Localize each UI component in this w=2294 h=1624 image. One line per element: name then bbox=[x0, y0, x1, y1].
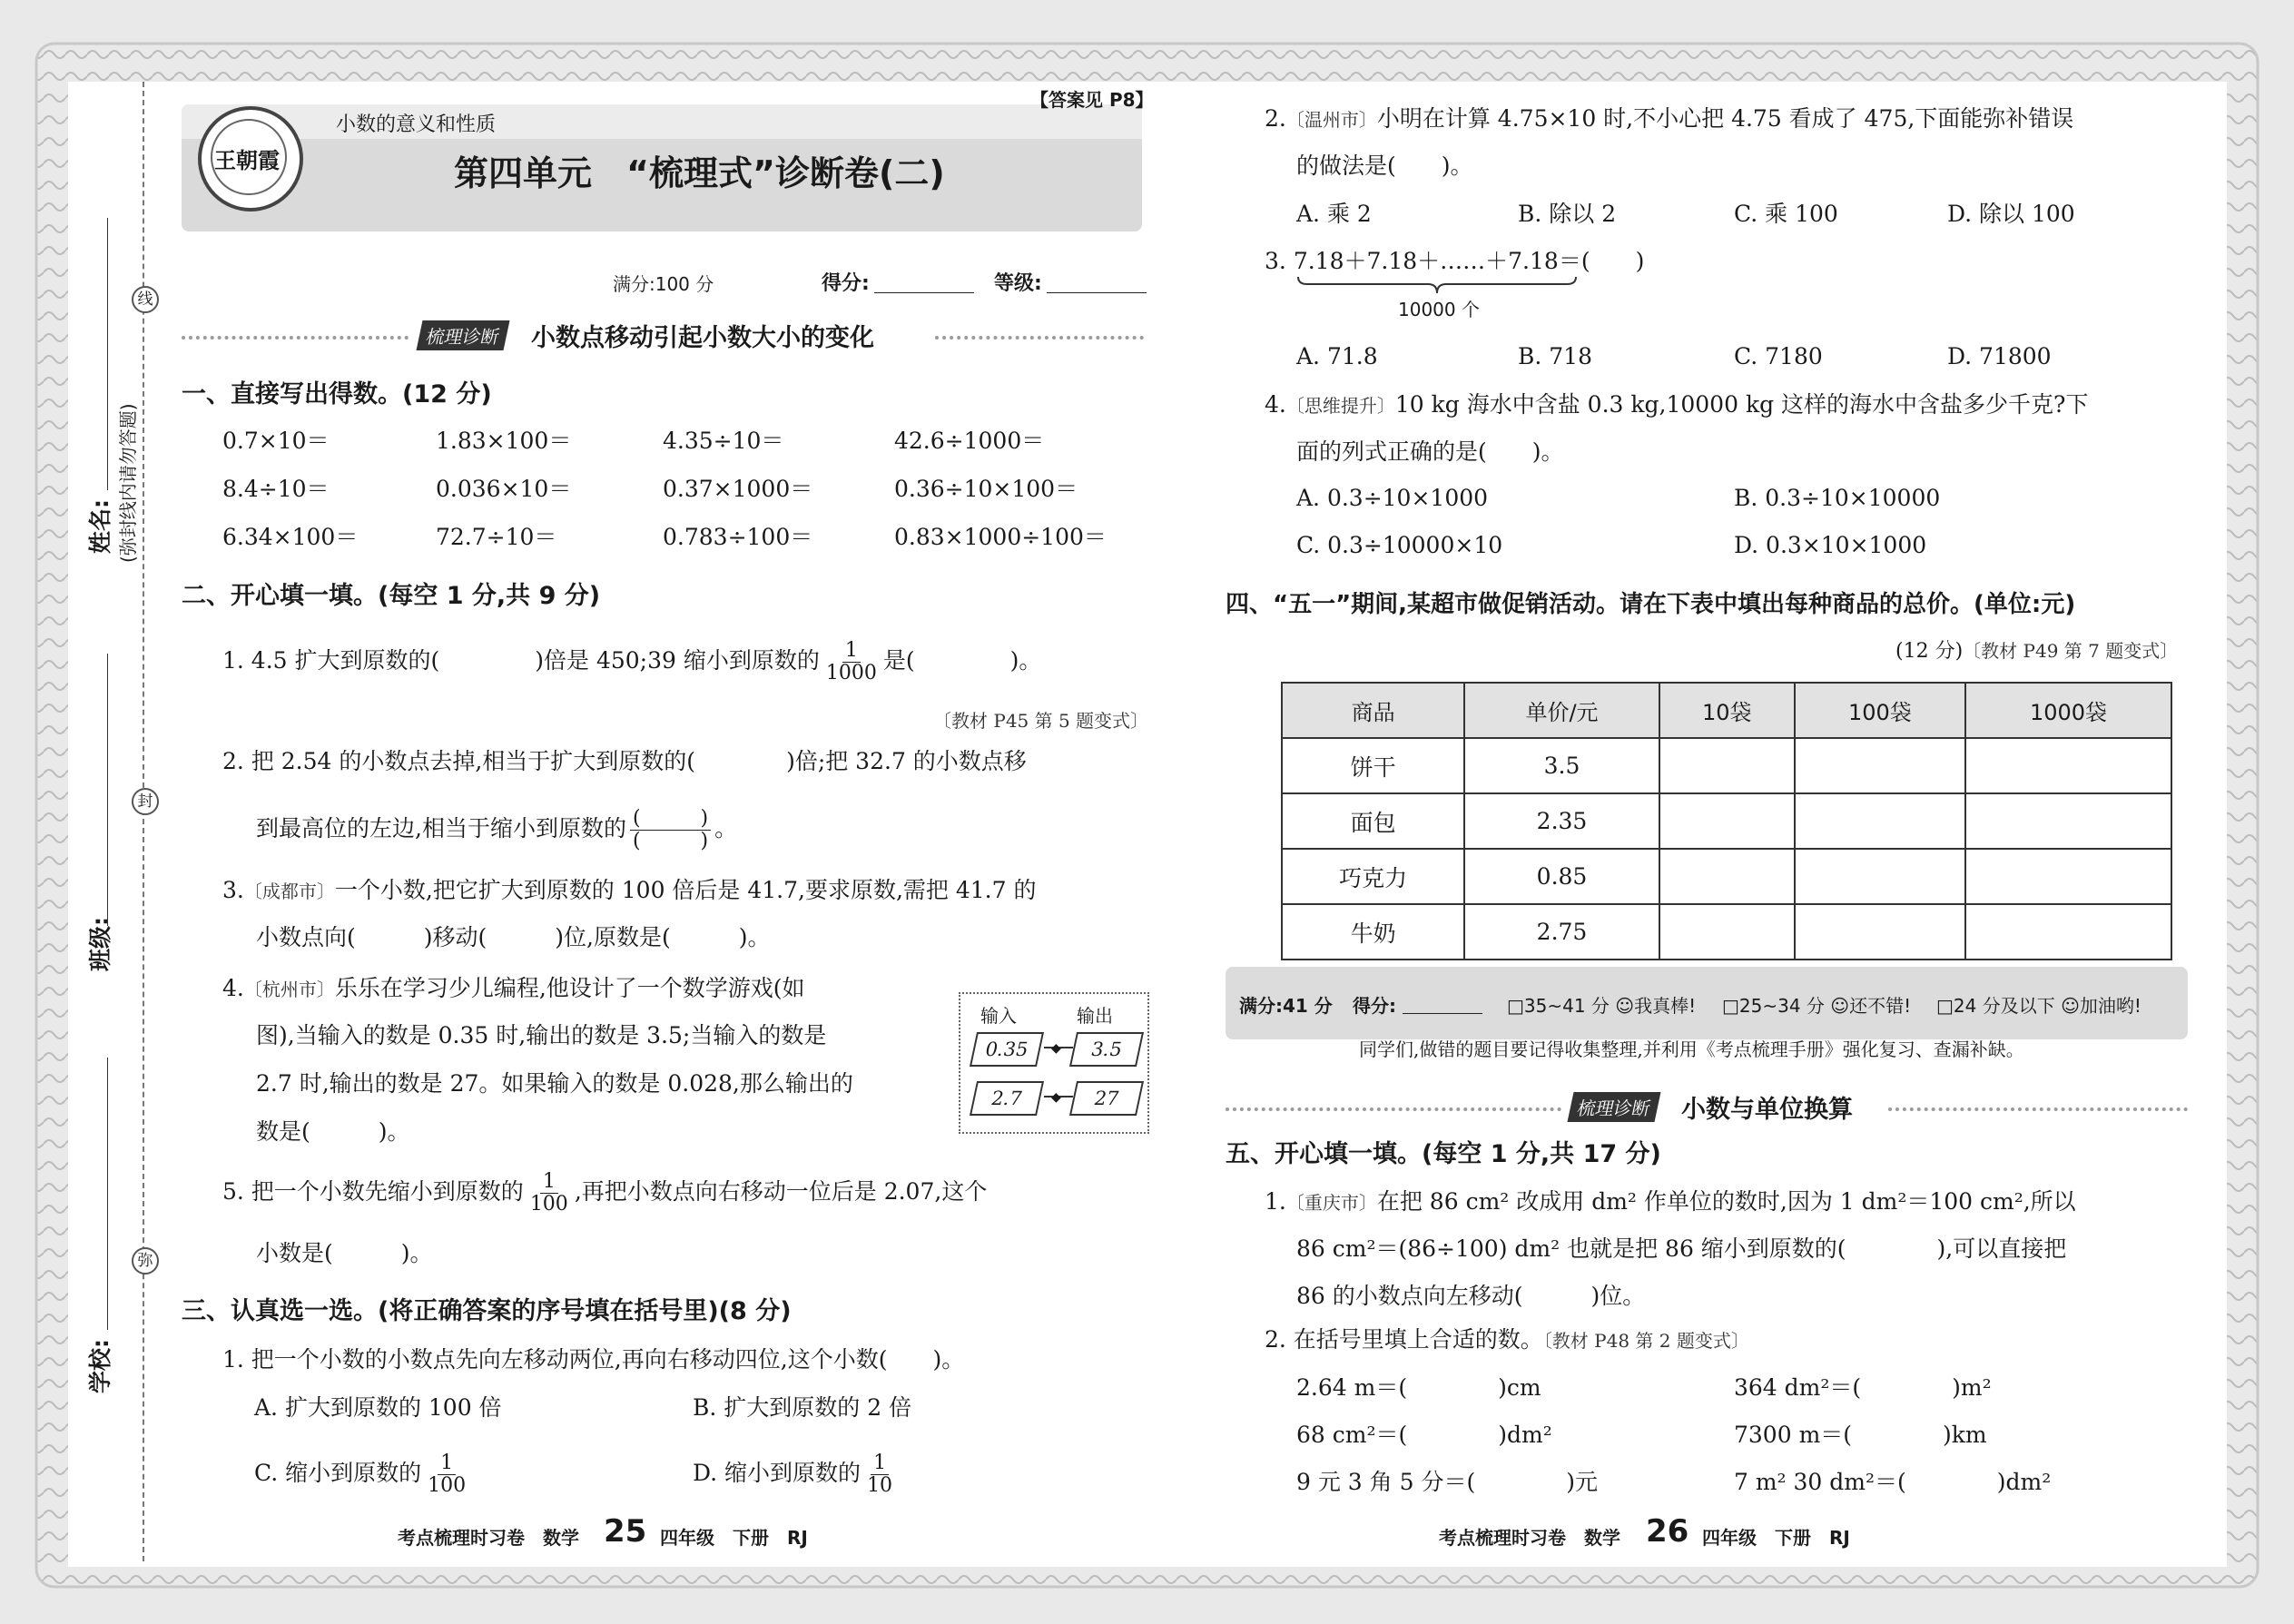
io-output-1: 3.5 bbox=[1069, 1032, 1144, 1067]
divider-right bbox=[935, 336, 1144, 340]
io-diagram bbox=[959, 992, 1149, 1134]
q5-2-item[interactable]: 9 元 3 角 5 分＝( )元 bbox=[1296, 1469, 1598, 1495]
table-row bbox=[1282, 904, 2171, 960]
score-label: 得分: bbox=[822, 272, 870, 295]
q4-source-tag: 〔教材 P49 第 7 题变式〕 bbox=[1963, 640, 2179, 662]
fraction: $\frac{1}{100}$ bbox=[529, 1170, 568, 1216]
cell-item: 面包 bbox=[1282, 793, 1464, 849]
class-label: 班级: bbox=[87, 917, 113, 971]
side-char-3: 弥 bbox=[132, 1247, 159, 1275]
full-score: 满分:100 分 bbox=[613, 273, 714, 295]
smiley-icon: ☺ bbox=[1830, 995, 1850, 1017]
q3-1-option-d[interactable]: D. 缩小到原数的 $\frac{1}{10}$ bbox=[693, 1452, 893, 1497]
score-field[interactable] bbox=[874, 292, 974, 293]
school-field[interactable] bbox=[107, 1058, 108, 1330]
q5-1-line1: 1.〔重庆市〕在把 86 cm² 改成用 dm² 作单位的数时,因为 1 dm²＝100 cm²,所以 bbox=[1265, 1188, 2076, 1215]
cell-answer[interactable] bbox=[1795, 738, 1965, 793]
cell-item: 饼干 bbox=[1282, 738, 1464, 793]
q3-2-line2: 的做法是( )。 bbox=[1296, 153, 1473, 179]
q3-1: 1. 把一个小数的小数点先向左移动两位,再向右移动四位,这个小数( )。 bbox=[222, 1346, 965, 1373]
cell-answer[interactable] bbox=[1795, 849, 1965, 904]
io-output-2: 27 bbox=[1069, 1081, 1144, 1116]
q1-item: 0.36÷10×100＝ bbox=[894, 476, 1078, 502]
q3-2-option-b[interactable]: B. 除以 2 bbox=[1518, 201, 1617, 227]
cell-price: 0.85 bbox=[1464, 849, 1659, 904]
q2-4-line2: 图),当输入的数是 0.35 时,输出的数是 3.5;当输入的数是 bbox=[256, 1022, 827, 1048]
q4-score: (12 分)〔教材 P49 第 7 题变式〕 bbox=[1895, 640, 2179, 663]
q3-4-tag: 〔思维提升〕 bbox=[1285, 395, 1395, 417]
q3-1-option-b[interactable]: B. 扩大到原数的 2 倍 bbox=[693, 1394, 912, 1421]
q3-3-brace-label: 10000 个 bbox=[1398, 299, 1480, 320]
col-header: 10袋 bbox=[1659, 683, 1795, 738]
diamond-icon: ◆ bbox=[1051, 1090, 1061, 1105]
q2-4-line4: 数是( )。 bbox=[256, 1118, 410, 1145]
table-row bbox=[1282, 849, 2171, 904]
cell-answer[interactable] bbox=[1965, 904, 2171, 960]
cell-price: 2.35 bbox=[1464, 793, 1659, 849]
side-char-1: 线 bbox=[132, 286, 159, 313]
page-number-25: 25 bbox=[604, 1513, 647, 1550]
col-header: 1000袋 bbox=[1965, 683, 2171, 738]
divider-left-2 bbox=[1226, 1107, 1561, 1111]
side-char-2: 封 bbox=[132, 788, 159, 815]
scorebar-range-1[interactable]: □35~41 分 ☺我真棒! bbox=[1507, 995, 1697, 1017]
section-1-title: 小数点移动引起小数大小的变化 bbox=[531, 324, 874, 352]
diagnosis-badge-1: 梳理诊断 bbox=[419, 320, 507, 350]
q3-1-option-c[interactable]: C. 缩小到原数的 $\frac{1}{100}$ bbox=[254, 1452, 467, 1497]
q1-item: 8.4÷10＝ bbox=[222, 476, 330, 502]
page-number-26: 26 bbox=[1646, 1513, 1689, 1550]
q3-2-region-tag: 〔温州市〕 bbox=[1285, 109, 1377, 131]
name-field[interactable] bbox=[107, 218, 108, 490]
q3-3-option-b[interactable]: B. 718 bbox=[1518, 343, 1592, 369]
q3-4-option-c[interactable]: C. 0.3÷10000×10 bbox=[1296, 532, 1503, 558]
divider-right-2 bbox=[1888, 1107, 2188, 1111]
q5-1-line2: 86 cm²＝(86÷100) dm² 也就是把 86 缩小到原数的( ),可以直接把 bbox=[1296, 1235, 2067, 1262]
footer-right-grade: 四年级 下册 RJ bbox=[1702, 1527, 1850, 1549]
q1-item: 0.036×10＝ bbox=[436, 476, 572, 502]
header-top-strip bbox=[182, 104, 1142, 139]
q2-4-line1: 4.〔杭州市〕乐乐在学习少儿编程,他设计了一个数学游戏(如 bbox=[222, 975, 805, 1001]
fraction: $\frac{1}{1000}$ bbox=[825, 639, 877, 684]
answer-reference: 【答案见 P8】 bbox=[1030, 89, 1154, 111]
grade-label: 等级: bbox=[994, 272, 1042, 295]
q2-3-line2: 小数点向( )移动( )位,原数是( )。 bbox=[256, 924, 771, 950]
publisher-logo bbox=[198, 106, 303, 212]
diagnosis-badge-2: 梳理诊断 bbox=[1570, 1092, 1658, 1122]
q5-2-item[interactable]: 7300 m＝( )km bbox=[1734, 1422, 1987, 1448]
cell-answer[interactable] bbox=[1659, 738, 1795, 793]
q2-5-line1: 5. 把一个小数先缩小到原数的 $\frac{1}{100}$ ,再把小数点向右移动一位后是 2.07,这个 bbox=[222, 1170, 988, 1216]
review-tip: 同学们,做错的题目要记得收集整理,并利用《考点梳理手册》强化复习、查漏补缺。 bbox=[1359, 1038, 2024, 1060]
smiley-icon: ☺ bbox=[1615, 995, 1635, 1017]
q1-heading: 一、直接写出得数。(12 分) bbox=[182, 380, 492, 408]
q5-2-item[interactable]: 364 dm²＝( )m² bbox=[1734, 1374, 1992, 1401]
q2-1-source-tag: 〔教材 P45 第 5 题变式〕 bbox=[933, 710, 1149, 732]
q1-item: 72.7÷10＝ bbox=[436, 524, 557, 550]
table-row bbox=[1282, 738, 2171, 793]
q5-2-heading: 2. 在括号里填上合适的数。〔教材 P48 第 2 题变式〕 bbox=[1265, 1326, 1749, 1353]
col-header: 商品 bbox=[1282, 683, 1464, 738]
q3-3-option-d[interactable]: D. 71800 bbox=[1947, 343, 2052, 369]
footer-left-text: 考点梳理时习卷 数学 bbox=[398, 1527, 579, 1549]
q3-3-option-a[interactable]: A. 71.8 bbox=[1296, 343, 1378, 369]
q3-4-option-d[interactable]: D. 0.3×10×1000 bbox=[1734, 532, 1927, 558]
price-table bbox=[1281, 682, 2172, 960]
q3-4-option-b[interactable]: B. 0.3÷10×10000 bbox=[1734, 485, 1941, 511]
grade-field[interactable] bbox=[1047, 292, 1147, 293]
cell-item: 巧克力 bbox=[1282, 849, 1464, 904]
q1-item: 0.783÷100＝ bbox=[663, 524, 813, 550]
q1-item: 42.6÷1000＝ bbox=[894, 428, 1045, 454]
cell-answer[interactable] bbox=[1965, 738, 2171, 793]
fraction-blank[interactable]: $\frac{( )}{( )}$ bbox=[630, 808, 711, 852]
q3-2-option-c[interactable]: C. 乘 100 bbox=[1734, 201, 1838, 227]
q3-2-line1: 2.〔温州市〕小明在计算 4.75×10 时,不小心把 4.75 看成了 475,下面能弥补错误 bbox=[1265, 105, 2074, 132]
q2-1: 1. 4.5 扩大到原数的( )倍是 450;39 缩小到原数的 $\frac{1}{1000}$ 是( )。 bbox=[222, 639, 1042, 684]
q5-1-line3: 86 的小数点向左移动( )位。 bbox=[1296, 1283, 1646, 1309]
logo-text: 王朝霞 bbox=[214, 147, 280, 173]
q1-item: 0.83×1000÷100＝ bbox=[894, 524, 1107, 550]
scorebar-full: 满分:41 分 bbox=[1239, 995, 1333, 1017]
scorebar-got: 得分: bbox=[1353, 995, 1396, 1017]
cell-answer[interactable] bbox=[1795, 904, 1965, 960]
q5-2-source-tag: 〔教材 P48 第 2 题变式〕 bbox=[1542, 1330, 1749, 1352]
q2-heading: 二、开心填一填。(每空 1 分,共 9 分) bbox=[182, 582, 601, 610]
cell-answer[interactable] bbox=[1795, 793, 1965, 849]
q3-4-option-a[interactable]: A. 0.3÷10×1000 bbox=[1296, 485, 1489, 511]
cell-price: 2.75 bbox=[1464, 904, 1659, 960]
cell-item: 牛奶 bbox=[1282, 904, 1464, 960]
q3-2-option-a[interactable]: A. 乘 2 bbox=[1296, 201, 1372, 227]
cell-answer[interactable] bbox=[1659, 849, 1795, 904]
scorebar-range-2[interactable]: □25~34 分 ☺还不错! bbox=[1722, 995, 1912, 1017]
unit-subtitle: 小数的意义和性质 bbox=[336, 113, 497, 136]
q2-2-line1: 2. 把 2.54 的小数点去掉,相当于扩大到原数的( )倍;把 32.7 的小数点移 bbox=[222, 748, 1027, 774]
io-output-label: 输出 bbox=[1077, 1005, 1113, 1027]
cell-price: 3.5 bbox=[1464, 738, 1659, 793]
q2-3-region-tag: 〔成都市〕 bbox=[243, 881, 335, 902]
q5-2-item[interactable]: 7 m² 30 dm²＝( )dm² bbox=[1734, 1469, 2052, 1495]
q3-3-sum: 7.18＋7.18＋……＋7.18 bbox=[1293, 248, 1559, 274]
q1-item: 4.35÷10＝ bbox=[663, 428, 784, 454]
q5-heading: 五、开心填一填。(每空 1 分,共 17 分) bbox=[1226, 1140, 1661, 1168]
footer-left-grade: 四年级 下册 RJ bbox=[660, 1527, 808, 1549]
q3-heading: 三、认真选一选。(将正确答案的序号填在括号里)(8 分) bbox=[182, 1297, 792, 1325]
io-input-2: 2.7 bbox=[970, 1081, 1044, 1116]
q2-4-region-tag: 〔杭州市〕 bbox=[243, 979, 335, 1000]
name-label: 姓名: bbox=[87, 499, 113, 554]
class-field[interactable] bbox=[107, 654, 108, 926]
q3-3-option-c[interactable]: C. 7180 bbox=[1734, 343, 1823, 369]
q1-item: 6.34×100＝ bbox=[222, 524, 359, 550]
cell-answer[interactable] bbox=[1965, 793, 2171, 849]
page-title: 第四单元 “梳理式”诊断卷(二) bbox=[454, 153, 945, 193]
q1-item: 0.37×1000＝ bbox=[663, 476, 813, 502]
q1-item: 1.83×100＝ bbox=[436, 428, 572, 454]
io-input-1: 0.35 bbox=[970, 1032, 1044, 1067]
scorebar-got-field[interactable] bbox=[1403, 1013, 1482, 1014]
diamond-icon: ◆ bbox=[1051, 1041, 1061, 1056]
q3-4-line1: 4.〔思维提升〕10 kg 海水中含盐 0.3 kg,10000 kg 这样的海水中含盐多少千克?下 bbox=[1265, 391, 2089, 418]
q2-4-line3: 2.7 时,输出的数是 27。如果输入的数是 0.028,那么输出的 bbox=[256, 1070, 853, 1097]
scorebar-range-3[interactable]: □24 分及以下 ☺加油哟! bbox=[1936, 995, 2141, 1017]
q2-3-line1: 3.〔成都市〕一个小数,把它扩大到原数的 100 倍后是 41.7,要求原数,需把 41.7 的 bbox=[222, 877, 1037, 903]
underbrace-icon bbox=[1296, 275, 1578, 295]
io-input-label: 输入 bbox=[980, 1005, 1017, 1027]
cell-answer[interactable] bbox=[1659, 793, 1795, 849]
q3-4-line2: 面的列式正确的是( )。 bbox=[1296, 438, 1564, 465]
footer-right-text: 考点梳理时习卷 数学 bbox=[1439, 1527, 1620, 1549]
col-header: 单价/元 bbox=[1464, 683, 1659, 738]
side-note: (弥封线内请勿答题) bbox=[117, 403, 139, 563]
school-label: 学校: bbox=[87, 1339, 113, 1393]
q3-1-option-a[interactable]: A. 扩大到原数的 100 倍 bbox=[254, 1394, 502, 1421]
cell-answer[interactable] bbox=[1659, 904, 1795, 960]
q5-2-item[interactable]: 2.64 m＝( )cm bbox=[1296, 1374, 1541, 1401]
q5-2-item[interactable]: 68 cm²＝( )dm² bbox=[1296, 1422, 1552, 1448]
q4-heading: 四、“五一”期间,某超市做促销活动。请在下表中填出每种商品的总价。(单位:元) bbox=[1226, 591, 2076, 618]
cell-answer[interactable] bbox=[1965, 849, 2171, 904]
divider-left bbox=[182, 336, 409, 340]
section-2-title: 小数与单位换算 bbox=[1681, 1096, 1853, 1124]
table-row bbox=[1282, 793, 2171, 849]
q3-3-line1: 3. 7.18＋7.18＋……＋7.18＝( ) bbox=[1265, 248, 1645, 274]
q3-2-option-d[interactable]: D. 除以 100 bbox=[1947, 201, 2075, 227]
q2-5-line2: 小数是( )。 bbox=[256, 1240, 433, 1266]
smiley-icon: ☺ bbox=[2061, 995, 2080, 1017]
q2-2-line2: 到最高位的左边,相当于缩小到原数的 $\frac{( )}{( )}$ 。 bbox=[256, 807, 738, 852]
col-header: 100袋 bbox=[1795, 683, 1965, 738]
q1-item: 0.7×10＝ bbox=[222, 428, 330, 454]
q5-1-region-tag: 〔重庆市〕 bbox=[1285, 1192, 1377, 1214]
table-header-row bbox=[1282, 683, 2171, 738]
